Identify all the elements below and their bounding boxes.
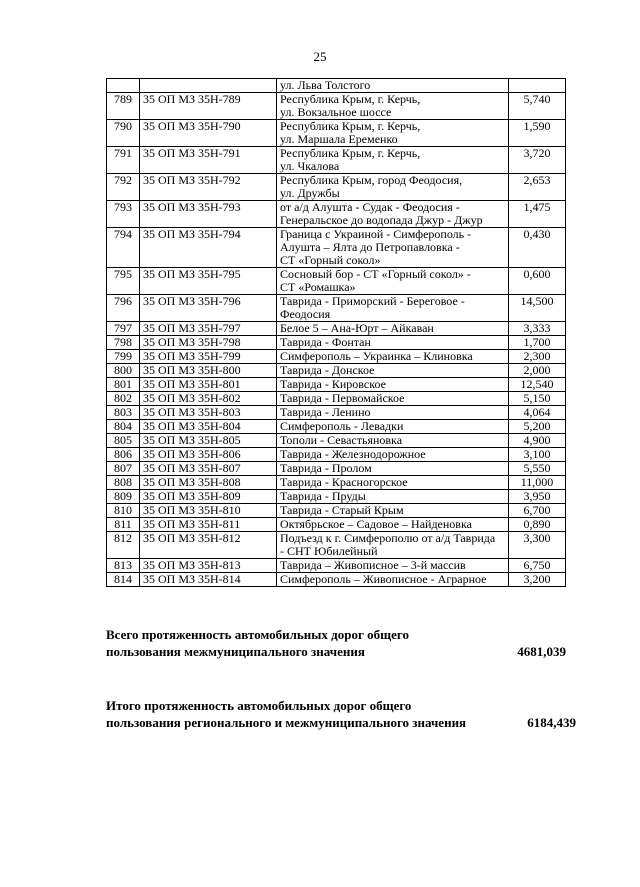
road-name-cell xyxy=(277,350,509,364)
road-length-cell: 2,000 xyxy=(509,364,566,378)
road-length-cell: 12,540 xyxy=(509,378,566,392)
road-length-cell: 6,700 xyxy=(509,504,566,518)
road-name-cell xyxy=(277,462,509,476)
road-name-line: Таврида - Приморский - Береговое - xyxy=(280,294,465,308)
road-name-line: Алушта – Ялта до Петропавловка - xyxy=(280,240,460,254)
road-id-cell: 35 ОП МЗ 35Н-805 xyxy=(140,434,277,448)
table-row xyxy=(107,406,566,420)
road-id-cell: 35 ОП МЗ 35Н-801 xyxy=(140,378,277,392)
roads-table-body xyxy=(107,79,566,587)
row-number-cell: 793 xyxy=(107,201,140,228)
road-name-cell xyxy=(277,476,509,490)
road-id-cell: 35 ОП МЗ 35Н-802 xyxy=(140,392,277,406)
road-id-cell: 35 ОП МЗ 35Н-790 xyxy=(140,120,277,147)
table-row xyxy=(107,559,566,573)
row-number-cell: 809 xyxy=(107,490,140,504)
road-name-line: от а/д Алушта - Судак - Феодосия - xyxy=(280,200,460,214)
road-id-cell: 35 ОП МЗ 35Н-810 xyxy=(140,504,277,518)
road-length-cell: 1,475 xyxy=(509,201,566,228)
road-id-cell: 35 ОП МЗ 35Н-809 xyxy=(140,490,277,504)
road-name-line: ул. Вокзальное шоссе xyxy=(280,105,392,119)
road-name-cell xyxy=(277,336,509,350)
road-length-cell: 5,740 xyxy=(509,93,566,120)
road-length-cell: 5,550 xyxy=(509,462,566,476)
road-name-line: ул. Маршала Еременко xyxy=(280,132,398,146)
road-length-cell: 2,653 xyxy=(509,174,566,201)
road-length-cell: 3,100 xyxy=(509,448,566,462)
road-length-cell: 5,150 xyxy=(509,392,566,406)
road-name-cell xyxy=(277,295,509,322)
road-name-line: Симферополь – Украинка – Клиновка xyxy=(280,349,473,363)
road-length-cell: 3,300 xyxy=(509,532,566,559)
table-row xyxy=(107,378,566,392)
row-number-cell: 802 xyxy=(107,392,140,406)
row-number-cell: 804 xyxy=(107,420,140,434)
road-name-cell xyxy=(277,228,509,268)
road-name-cell xyxy=(277,364,509,378)
road-name-line: Таврида - Первомайское xyxy=(280,391,405,405)
table-row xyxy=(107,322,566,336)
road-name-line: Республика Крым, г. Керчь, xyxy=(280,146,421,160)
road-name-line: Таврида - Красногорское xyxy=(280,475,408,489)
road-name-cell xyxy=(277,518,509,532)
road-name-cell xyxy=(277,79,509,93)
table-row xyxy=(107,228,566,268)
road-length-cell: 3,720 xyxy=(509,147,566,174)
road-length-cell: 1,590 xyxy=(509,120,566,147)
row-number-cell: 790 xyxy=(107,120,140,147)
row-number-cell: 812 xyxy=(107,532,140,559)
road-name-line: Таврида - Фонтан xyxy=(280,335,371,349)
table-row xyxy=(107,174,566,201)
table-row xyxy=(107,448,566,462)
road-name-line: Генеральское до водопада Джур - Джур xyxy=(280,213,483,227)
table-row xyxy=(107,120,566,147)
table-row xyxy=(107,434,566,448)
road-id-cell: 35 ОП МЗ 35Н-800 xyxy=(140,364,277,378)
table-row xyxy=(107,573,566,587)
summary-total xyxy=(106,697,576,731)
road-id-cell: 35 ОП МЗ 35Н-798 xyxy=(140,336,277,350)
summary-total-line2: пользования регионального и межмуниципального значения xyxy=(106,715,467,730)
road-name-cell xyxy=(277,448,509,462)
road-name-line: Республика Крым, город Феодосия, xyxy=(280,173,463,187)
road-name-line: СТ «Ромашка» xyxy=(280,280,356,294)
roads-table xyxy=(106,78,566,587)
road-length-cell: 5,200 xyxy=(509,420,566,434)
road-name-cell xyxy=(277,392,509,406)
road-id-cell: 35 ОП МЗ 35Н-812 xyxy=(140,532,277,559)
road-id-cell: 35 ОП МЗ 35Н-795 xyxy=(140,268,277,295)
table-row xyxy=(107,201,566,228)
road-id-cell: 35 ОП МЗ 35Н-813 xyxy=(140,559,277,573)
summary-total-line1: Итого протяженность автомобильных дорог общего xyxy=(106,698,412,713)
table-row xyxy=(107,392,566,406)
road-name-line: Таврида – Живописное – 3-й массив xyxy=(280,558,466,572)
summary-total-value: 6184,439 xyxy=(527,715,576,730)
road-name-line: Республика Крым, г. Керчь, xyxy=(280,119,421,133)
road-name-cell xyxy=(277,434,509,448)
road-id-cell: 35 ОП МЗ 35Н-794 xyxy=(140,228,277,268)
row-number-cell: 808 xyxy=(107,476,140,490)
road-id-cell: 35 ОП МЗ 35Н-807 xyxy=(140,462,277,476)
road-name-line: Симферополь - Левадки xyxy=(280,419,404,433)
road-name-cell xyxy=(277,322,509,336)
road-length-cell: 3,950 xyxy=(509,490,566,504)
road-name-line: ул. Льва Толстого xyxy=(280,78,371,92)
road-name-line: Республика Крым, г. Керчь, xyxy=(280,92,421,106)
row-number-cell: 814 xyxy=(107,573,140,587)
table-row xyxy=(107,490,566,504)
road-name-line: Феодосия xyxy=(280,307,331,321)
row-number-cell: 807 xyxy=(107,462,140,476)
road-length-cell: 3,200 xyxy=(509,573,566,587)
road-id-cell: 35 ОП МЗ 35Н-799 xyxy=(140,350,277,364)
road-name-line: Подъезд к г. Симферополю от а/д Таврида xyxy=(280,531,496,545)
road-name-line: Таврида - Кировское xyxy=(280,377,386,391)
road-name-cell xyxy=(277,573,509,587)
row-number-cell xyxy=(107,79,140,93)
table-row xyxy=(107,364,566,378)
road-length-cell: 0,430 xyxy=(509,228,566,268)
road-name-line: Сосновый бор - СТ «Горный сокол» - xyxy=(280,267,471,281)
road-length-cell: 4,064 xyxy=(509,406,566,420)
road-length-cell: 4,900 xyxy=(509,434,566,448)
road-name-cell xyxy=(277,420,509,434)
table-row xyxy=(107,504,566,518)
row-number-cell: 797 xyxy=(107,322,140,336)
table-row xyxy=(107,93,566,120)
row-number-cell: 811 xyxy=(107,518,140,532)
road-name-line: Октябрьское – Садовое – Найденовка xyxy=(280,517,472,531)
table-row xyxy=(107,518,566,532)
road-name-line: - СНТ Юбилейный xyxy=(280,544,378,558)
row-number-cell: 813 xyxy=(107,559,140,573)
road-name-line: Таврида - Ленино xyxy=(280,405,371,419)
row-number-cell: 795 xyxy=(107,268,140,295)
road-name-cell xyxy=(277,504,509,518)
table-row xyxy=(107,268,566,295)
row-number-cell: 803 xyxy=(107,406,140,420)
road-id-cell: 35 ОП МЗ 35Н-806 xyxy=(140,448,277,462)
road-name-line: Тополи - Севастьяновка xyxy=(280,433,403,447)
table-row xyxy=(107,420,566,434)
road-name-line: Таврида - Железнодорожное xyxy=(280,447,426,461)
road-name-cell xyxy=(277,174,509,201)
table-row xyxy=(107,350,566,364)
table-row xyxy=(107,147,566,174)
road-name-line: СТ «Горный сокол» xyxy=(280,253,381,267)
summary-intermunicipal-line2: пользования межмуниципального значения xyxy=(106,644,365,659)
row-number-cell: 792 xyxy=(107,174,140,201)
table-row xyxy=(107,295,566,322)
row-number-cell: 791 xyxy=(107,147,140,174)
road-length-cell: 3,333 xyxy=(509,322,566,336)
road-name-line: Белое 5 – Ана-Юрт – Айкаван xyxy=(280,321,434,335)
road-name-cell xyxy=(277,120,509,147)
road-length-cell: 1,700 xyxy=(509,336,566,350)
road-id-cell: 35 ОП МЗ 35Н-803 xyxy=(140,406,277,420)
summary-intermunicipal xyxy=(106,626,566,660)
road-id-cell: 35 ОП МЗ 35Н-804 xyxy=(140,420,277,434)
road-name-cell xyxy=(277,406,509,420)
road-name-cell xyxy=(277,532,509,559)
road-name-line: Таврида - Старый Крым xyxy=(280,503,404,517)
table-row xyxy=(107,532,566,559)
summary-intermunicipal-value: 4681,039 xyxy=(517,644,566,659)
road-length-cell: 0,890 xyxy=(509,518,566,532)
road-name-line: Таврида - Пролом xyxy=(280,461,372,475)
road-name-line: ул. Дружбы xyxy=(280,186,340,200)
road-name-cell xyxy=(277,490,509,504)
road-id-cell: 35 ОП МЗ 35Н-789 xyxy=(140,93,277,120)
road-length-cell xyxy=(509,79,566,93)
road-name-cell xyxy=(277,147,509,174)
summary-intermunicipal-line1: Всего протяженность автомобильных дорог общего xyxy=(106,627,409,642)
road-name-line: Симферополь – Живописное - Аграрное xyxy=(280,572,487,586)
road-id-cell: 35 ОП МЗ 35Н-797 xyxy=(140,322,277,336)
road-name-line: Граница с Украиной - Симферополь - xyxy=(280,227,472,241)
road-id-cell: 35 ОП МЗ 35Н-796 xyxy=(140,295,277,322)
row-number-cell: 806 xyxy=(107,448,140,462)
row-number-cell: 799 xyxy=(107,350,140,364)
road-id-cell xyxy=(140,79,277,93)
road-name-cell xyxy=(277,201,509,228)
road-name-line: Таврида - Пруды xyxy=(280,489,366,503)
road-id-cell: 35 ОП МЗ 35Н-793 xyxy=(140,201,277,228)
row-number-cell: 794 xyxy=(107,228,140,268)
road-id-cell: 35 ОП МЗ 35Н-791 xyxy=(140,147,277,174)
road-length-cell: 6,750 xyxy=(509,559,566,573)
row-number-cell: 798 xyxy=(107,336,140,350)
road-name-cell xyxy=(277,268,509,295)
road-id-cell: 35 ОП МЗ 35Н-814 xyxy=(140,573,277,587)
page-number: 25 xyxy=(313,49,327,64)
road-name-cell xyxy=(277,559,509,573)
row-number-cell: 800 xyxy=(107,364,140,378)
table-row xyxy=(107,336,566,350)
road-name-line: ул. Чкалова xyxy=(280,159,340,173)
row-number-cell: 810 xyxy=(107,504,140,518)
table-row xyxy=(107,462,566,476)
road-length-cell: 14,500 xyxy=(509,295,566,322)
road-id-cell: 35 ОП МЗ 35Н-792 xyxy=(140,174,277,201)
road-id-cell: 35 ОП МЗ 35Н-808 xyxy=(140,476,277,490)
table-row xyxy=(107,476,566,490)
road-name-line: Таврида - Донское xyxy=(280,363,375,377)
row-number-cell: 805 xyxy=(107,434,140,448)
road-length-cell: 11,000 xyxy=(509,476,566,490)
row-number-cell: 796 xyxy=(107,295,140,322)
row-number-cell: 789 xyxy=(107,93,140,120)
road-length-cell: 0,600 xyxy=(509,268,566,295)
road-length-cell: 2,300 xyxy=(509,350,566,364)
table-row xyxy=(107,79,566,93)
road-name-cell xyxy=(277,378,509,392)
road-name-cell xyxy=(277,93,509,120)
row-number-cell: 801 xyxy=(107,378,140,392)
road-id-cell: 35 ОП МЗ 35Н-811 xyxy=(140,518,277,532)
